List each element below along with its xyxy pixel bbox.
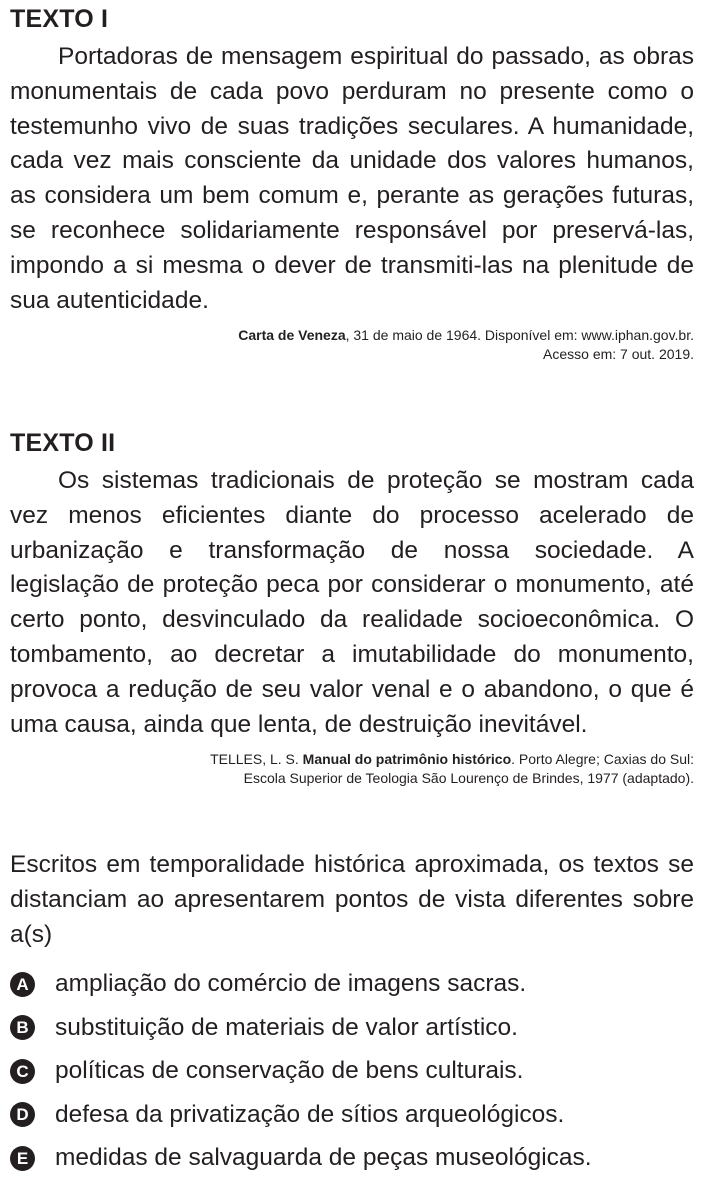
option-d[interactable] — [10, 1093, 694, 1137]
texto-2-source-line-1 — [10, 750, 694, 769]
option-c-letter-icon: C — [10, 1059, 35, 1084]
answer-options — [10, 962, 694, 1180]
option-a-text: ampliação do comércio de imagens sacras. — [55, 970, 527, 998]
option-d-text: defesa da privatização de sítios arqueológicos. — [55, 1100, 565, 1128]
option-b[interactable] — [10, 1006, 694, 1050]
option-d-letter-icon: D — [10, 1102, 35, 1127]
question-block — [10, 848, 694, 1180]
texto-1-source-line-2: Acesso em: 7 out. 2019. — [543, 346, 694, 363]
texto-2-source-title: Manual do patrimônio histórico — [302, 751, 512, 768]
texto-2-source — [10, 750, 694, 788]
texto-1-source — [10, 326, 694, 364]
option-e-letter-icon: E — [10, 1146, 35, 1171]
option-c[interactable] — [10, 1049, 694, 1093]
texto-2-heading: TEXTO II — [10, 429, 116, 457]
question-stem: Escritos em temporalidade histórica aproximada, os textos se distanciam ao apresentarem pontos de vista diferentes sobre a(s) — [10, 851, 694, 948]
texto-1 — [10, 0, 694, 364]
option-b-text: substituição de materiais de valor artístico. — [55, 1013, 518, 1041]
option-a[interactable] — [10, 962, 694, 1006]
texto-1-source-title: Carta de Veneza — [238, 327, 346, 344]
texto-1-source-rest: , 31 de maio de 1964. Disponível em: www.iphan.gov.br. — [345, 327, 694, 344]
texto-2 — [10, 424, 694, 788]
texto-1-source-line-1 — [10, 326, 694, 345]
texto-2-source-rest: . Porto Alegre; Caxias do Sul: — [511, 751, 694, 768]
texto-2-source-author: TELLES, L. S. — [210, 751, 303, 768]
texto-1-body: Portadoras de mensagem espiritual do passado, as obras monumentais de cada povo perduram no presente como o testemunho vivo de suas tradições seculares. A humanidade, cada vez mais consciente da unidade dos valores humanos, as considera um bem comum e, perante as gerações futuras, se reconhece solidariamente responsável por preservá-las, impondo a si mesma o dever de transmiti-las na plenitude de sua autenticidade. — [10, 43, 694, 314]
option-c-text: políticas de conservação de bens culturais. — [55, 1057, 524, 1085]
option-e-text: medidas de salvaguarda de peças museológicas. — [55, 1144, 592, 1172]
texto-2-source-line-2: Escola Superior de Teologia São Lourenço de Brindes, 1977 (adaptado). — [243, 770, 694, 787]
texto-1-heading: TEXTO I — [10, 5, 109, 33]
option-e[interactable] — [10, 1136, 694, 1180]
option-a-letter-icon: A — [10, 972, 35, 997]
texto-2-body: Os sistemas tradicionais de proteção se mostram cada vez menos eficientes diante do processo acelerado de urbanização e transformação de nossa sociedade. A legislação de proteção peca por considerar o monumento, até certo ponto, desvinculado da realidade socioeconômica. O tombamento, ao decretar a imutabilidade do monumento, provoca a redução de seu valor venal e o abandono, o que é uma causa, ainda que lenta, de destruição inevitável. — [10, 467, 694, 738]
option-b-letter-icon: B — [10, 1015, 35, 1040]
